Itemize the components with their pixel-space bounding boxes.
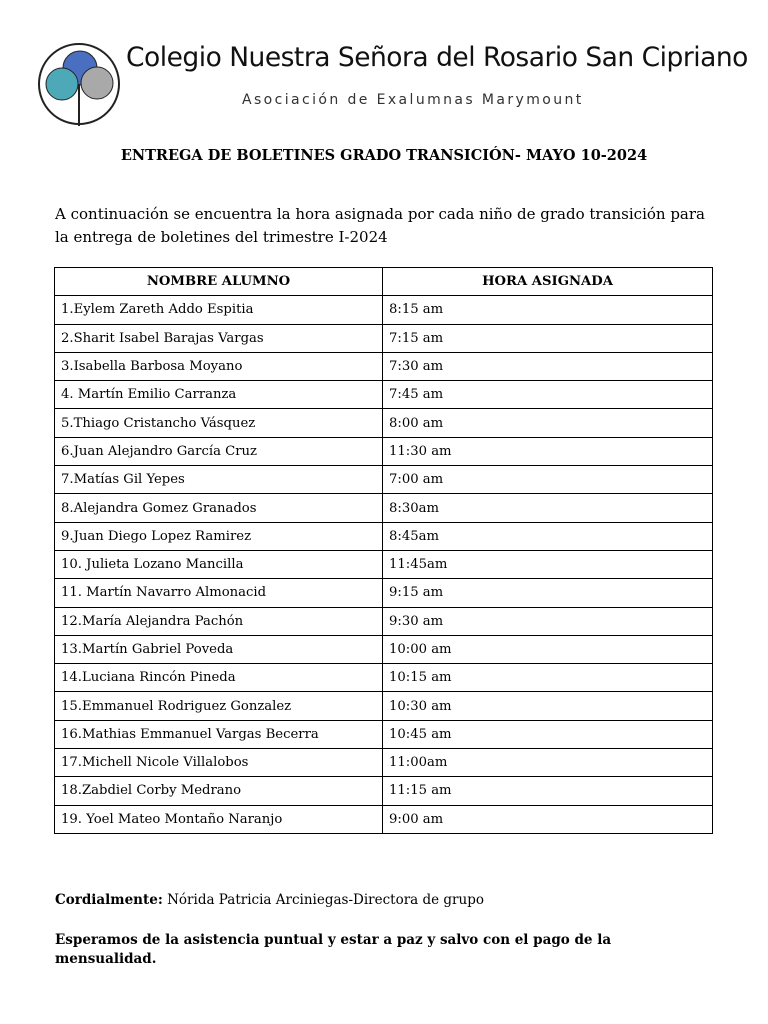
student-name-cell: 2.Sharit Isabel Barajas Vargas xyxy=(55,324,383,352)
assigned-time-cell: 8:30am xyxy=(383,494,713,522)
student-name-cell: 6.Juan Alejandro García Cruz xyxy=(55,437,383,465)
assigned-time-cell: 9:15 am xyxy=(383,579,713,607)
assigned-time-cell: 8:15 am xyxy=(383,296,713,324)
student-name-cell: 18.Zabdiel Corby Medrano xyxy=(55,777,383,805)
intro-paragraph: A continuación se encuentra la hora asignada por cada niño de grado transición para la entrega de boletines del trimestre I-2024 xyxy=(55,205,705,246)
table-body xyxy=(55,296,713,834)
student-name-cell: 15.Emmanuel Rodriguez Gonzalez xyxy=(55,692,383,720)
table-row xyxy=(55,579,713,607)
table-row xyxy=(55,437,713,465)
association-name: Asociación de Exalumnas Marymount xyxy=(242,92,584,108)
assigned-time-cell: 10:00 am xyxy=(383,635,713,663)
student-name-cell: 3.Isabella Barbosa Moyano xyxy=(55,352,383,380)
student-name-cell: 10. Julieta Lozano Mancilla xyxy=(55,550,383,578)
closing-line xyxy=(55,892,484,908)
assigned-time-cell: 7:15 am xyxy=(383,324,713,352)
student-name-cell: 4. Martín Emilio Carranza xyxy=(55,381,383,409)
table-row xyxy=(55,296,713,324)
student-name-cell: 17.Michell Nicole Villalobos xyxy=(55,749,383,777)
student-name-cell: 19. Yoel Mateo Montaño Naranjo xyxy=(55,805,383,833)
table-row xyxy=(55,777,713,805)
assigned-time-cell: 10:45 am xyxy=(383,720,713,748)
assigned-time-cell: 7:30 am xyxy=(383,352,713,380)
student-name-cell: 14.Luciana Rincón Pineda xyxy=(55,664,383,692)
table-row xyxy=(55,607,713,635)
table-row xyxy=(55,635,713,663)
table-row xyxy=(55,324,713,352)
student-name-cell: 11. Martín Navarro Almonacid xyxy=(55,579,383,607)
payment-note: Esperamos de la asistencia puntual y estar a paz y salvo con el pago de la mensualidad. xyxy=(55,932,612,967)
document-title: ENTREGA DE BOLETINES GRADO TRANSICIÓN- MAYO 10-2024 xyxy=(120,147,648,164)
schedule-table xyxy=(54,267,713,834)
table-row xyxy=(55,522,713,550)
assigned-time-cell: 8:45am xyxy=(383,522,713,550)
student-name-cell: 8.Alejandra Gomez Granados xyxy=(55,494,383,522)
assigned-time-cell: 11:30 am xyxy=(383,437,713,465)
letterhead xyxy=(0,0,768,135)
assigned-time-cell: 9:30 am xyxy=(383,607,713,635)
table-row xyxy=(55,720,713,748)
assigned-time-cell: 7:45 am xyxy=(383,381,713,409)
table-row xyxy=(55,692,713,720)
assigned-time-cell: 10:30 am xyxy=(383,692,713,720)
closing-signature: Nórida Patricia Arciniegas-Directora de grupo xyxy=(162,892,484,908)
student-name-cell: 7.Matías Gil Yepes xyxy=(55,466,383,494)
school-logo-icon xyxy=(37,40,123,130)
assigned-time-cell: 10:15 am xyxy=(383,664,713,692)
table-row xyxy=(55,352,713,380)
table-row xyxy=(55,664,713,692)
assigned-time-cell: 11:00am xyxy=(383,749,713,777)
student-name-cell: 1.Eylem Zareth Addo Espitia xyxy=(55,296,383,324)
table-row xyxy=(55,381,713,409)
table-row xyxy=(55,550,713,578)
student-name-cell: 5.Thiago Cristancho Vásquez xyxy=(55,409,383,437)
assigned-time-cell: 11:45am xyxy=(383,550,713,578)
table-row xyxy=(55,409,713,437)
student-name-cell: 16.Mathias Emmanuel Vargas Becerra xyxy=(55,720,383,748)
header-student-name: NOMBRE ALUMNO xyxy=(55,268,383,296)
student-name-cell: 9.Juan Diego Lopez Ramirez xyxy=(55,522,383,550)
student-name-cell: 12.María Alejandra Pachón xyxy=(55,607,383,635)
assigned-time-cell: 9:00 am xyxy=(383,805,713,833)
assigned-time-cell: 8:00 am xyxy=(383,409,713,437)
school-name: Colegio Nuestra Señora del Rosario San Cipriano xyxy=(126,42,748,73)
header-assigned-time: HORA ASIGNADA xyxy=(383,268,713,296)
table-row xyxy=(55,494,713,522)
student-name-cell: 13.Martín Gabriel Poveda xyxy=(55,635,383,663)
assigned-time-cell: 11:15 am xyxy=(383,777,713,805)
table-row xyxy=(55,805,713,833)
table-header-row xyxy=(55,268,713,296)
table-row xyxy=(55,749,713,777)
closing-label: Cordialmente: xyxy=(55,892,163,908)
assigned-time-cell: 7:00 am xyxy=(383,466,713,494)
table-row xyxy=(55,466,713,494)
